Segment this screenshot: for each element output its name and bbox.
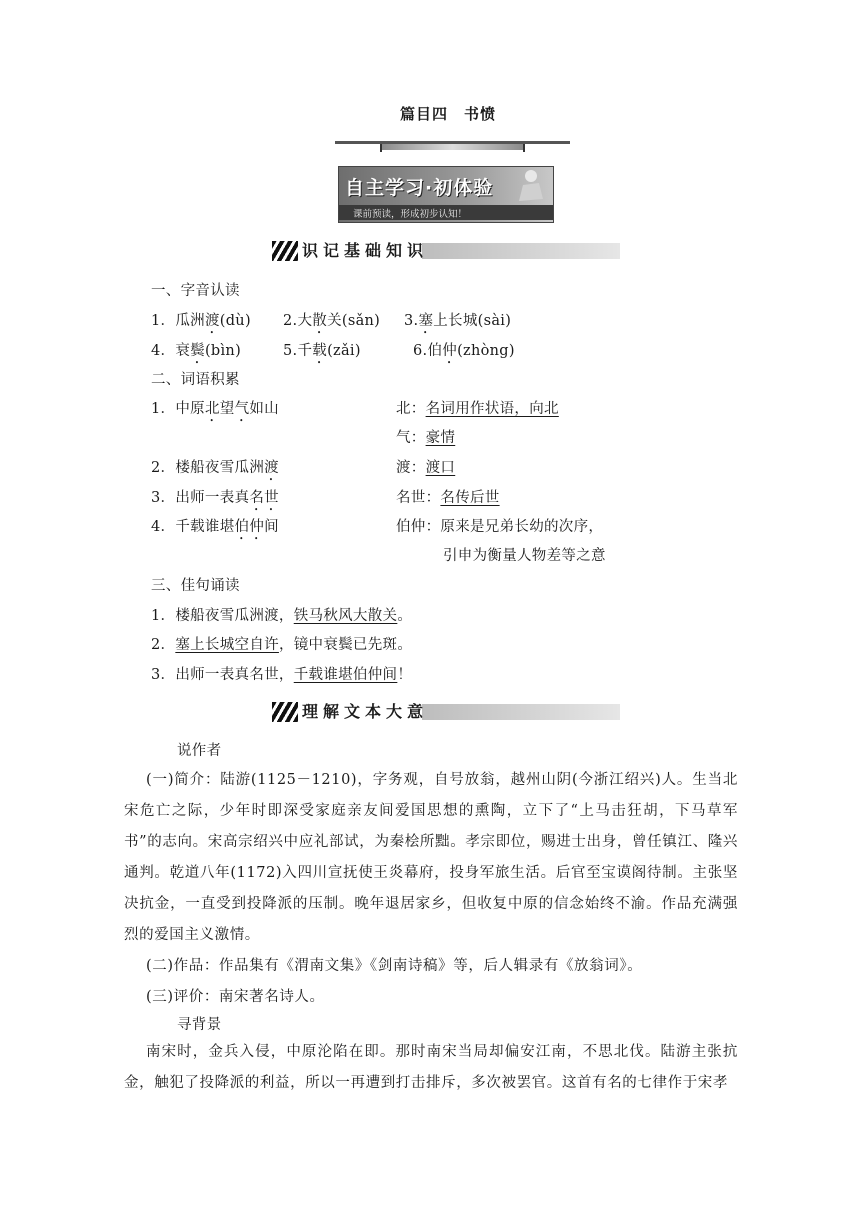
vocab-note-1: 北：名词用作状语，向北 [396,401,559,417]
header-bg [422,243,620,259]
subheading-author: 说作者 [177,743,222,759]
section-banner [338,166,554,223]
header-text: 识记基础知识 [302,241,429,260]
header-bg [422,704,620,720]
vocab-item-3: 3．出师一表真名世 [151,490,279,506]
pron-item-4: 4．衰鬓(bìn) [151,343,242,359]
header-text: 理解文本大意 [302,702,429,721]
vocab-note-2: 气：豪情 [396,430,456,446]
pron-item-6: 6.伯仲(zhòng) [413,343,515,359]
vocab-item-2: 2．楼船夜雪瓜洲渡 [151,460,279,476]
vocab-note-4: 名世：名传后世 [396,490,500,506]
vocab-note-5: 伯仲：原来是兄弟长幼的次序， [396,519,604,535]
vocab-item-1: 1．中原北望气如山 [151,401,279,417]
section-header-text-meaning [272,700,620,724]
author-intro-paragraph: (一)简介：陆游(1125－1210)，字务观，自号放翁，越州山阴(今浙江绍兴)人。生当北宋危亡之际，少年时即深受家庭亲友间爱国思想的熏陶，立下了“上马击狂胡，下马草军书”的志向。宋高宗绍兴中应礼部试，为秦桧所黜。孝宗即位，赐进士出身，曾任镇江、隆兴通判。乾道八年(1172)入四川宣抚使王炎幕府，投身军旅生活。后官至宝谟阁待制。主张坚决抗金，一直受到投降派的压制。晚年退居家乡，但收复中原的信念始终不渝。作品充满强烈的爱国主义激情。 [124,772,738,943]
banner-figure-icon [507,167,553,205]
title-rule-tick-left [380,144,382,152]
verse-line-3: 3．出师一表真名世，千载谁堪伯仲间！ [151,667,413,683]
header-stripes [272,241,298,261]
author-works-paragraph: (二)作品：作品集有《渭南文集》《剑南诗稿》等，后人辑录有《放翁词》。 [146,958,643,974]
vocab-item-4: 4．千载谁堪伯仲间 [151,519,279,535]
pron-item-2: 2.大散关(sǎn) [283,313,381,329]
section-header-basics [272,239,620,263]
header-stripes [272,702,298,722]
pron-item-3: 3.塞上长城(sài) [404,313,512,329]
vocab-note-3: 渡：渡口 [396,460,456,476]
background-paragraph: 南宋时，金兵入侵，中原沦陷在即。那时南宋当局却偏安江南，不思北伐。陆游主张抗金，触犯了投降派的利益，所以一再遭到打击排斥，多次被罢官。这首有名的七律作于宋孝 [124,1044,738,1091]
author-evaluation-paragraph: (三)评价：南宋著名诗人。 [146,989,325,1005]
pron-item-1: 1．瓜洲渡(dù) [151,313,251,329]
title-rule-tick-right [523,144,525,152]
heading-verses: 三、佳句诵读 [151,578,240,594]
verse-line-1: 1．楼船夜雪瓜洲渡，铁马秋风大散关。 [151,608,413,624]
banner-title: 自主学习·初体验 [345,177,494,199]
vocab-note-5-cont: 引申为衡量人物差等之意 [443,548,606,564]
banner-subtitle: 课前预读，形成初步认知！ [353,209,468,220]
heading-pronunciation: 一、字音认读 [151,283,240,299]
verse-line-2: 2．塞上长城空自许，镜中衰鬓已先斑。 [151,637,413,653]
page-title: 篇目四 书愤 [400,105,497,123]
pron-item-5: 5.千载(zǎi) [283,343,361,359]
subheading-background: 寻背景 [177,1017,222,1033]
heading-vocabulary: 二、词语积累 [151,372,240,388]
title-rule-shade [380,144,525,150]
